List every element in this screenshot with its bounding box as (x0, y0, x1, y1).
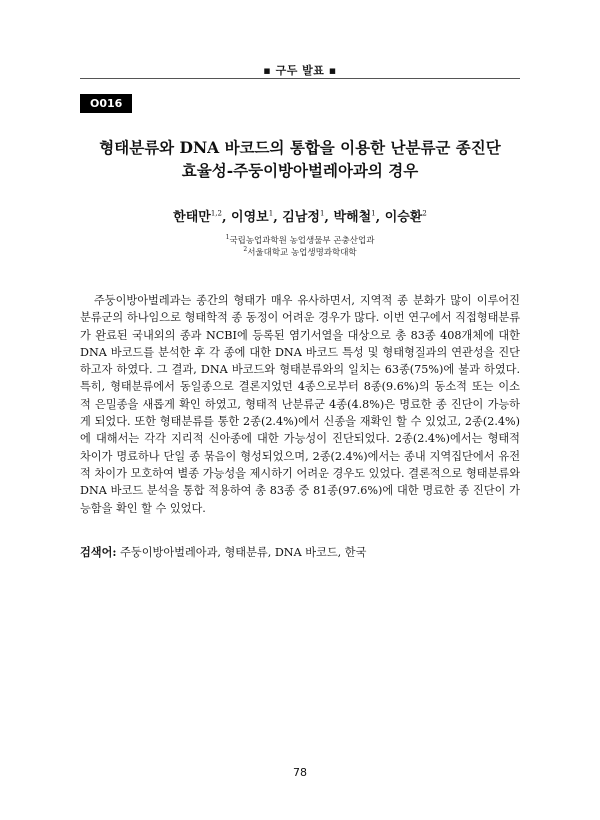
paper-title (70, 136, 530, 182)
title-line-2: 효율성-주둥이방아벌레아과의 경우 (181, 161, 419, 180)
author: 김남정$^1$, (282, 209, 334, 225)
affiliation: $^2$서울대학교 농업생명과학대학 (243, 246, 357, 258)
header-divider (80, 78, 520, 79)
author-list (0, 206, 600, 225)
keywords (80, 544, 520, 560)
keywords-label: 검색어: (80, 545, 117, 559)
page-number: 78 (293, 766, 307, 779)
author: 박해철$^1$, (333, 209, 385, 225)
author: 한태만$^{1,2}$, (173, 209, 232, 225)
abstract (80, 292, 520, 517)
section-header: ▪ 구두 발표 ▪ (263, 64, 337, 77)
presentation-code-badge: O016 (80, 94, 132, 113)
author: 이영보$^1$, (231, 209, 283, 225)
title-line-1: 형태분류와 DNA 바코드의 통합을 이용한 난분류군 종진단 (99, 138, 501, 157)
abstract-text: 주둥이방아벌레과는 종간의 형태가 매우 유사하면서, 지역적 종 분화가 많이 이루어진 분류군의 하나임으로 형태학적 종 동정이 어려운 경우가 많다. 이번 연구에서 직접형태분류가 완료된 국내외의 종과 NCBI에 등록된 염기서열을 대상으로 총 83종 408개체에 대한 DNA 바코드를 분석한 후 각 종에 대한 DNA 바코드 특성 및 형태형질과의 연관성을 진단하고자 하였다. 그 결과, DNA 바코드와 형태분류와의 일치는 63종(75%)에 불과 하였다. 특히, 형태분류에서 동일종으로 결론지었던 4종으로부터 8종(9.6%)의 동소적 또는 이소적 은밀종을 새롭게 확인 하였고, 형태적 난분류군 4종(4.8%)은 명료한 종 진단이 가능하게 되었다. 또한 형태분류를 통한 2종(2.4%)에서 신종을 재확인 할 수 있었고, 2종(2.4%)에 대해서는 각각 지리적 신아종에 대한 가능성이 진단되었다. 2종(2.4%)에서는 형태적 차이가 명료하나 단일 종 묶음이 형성되었으며, 2종(2.4%)에서는 종내 지역집단에서 유전적 차이가 모호하여 별종 가능성을 제시하기 어려운 경우도 있었다. 결론적으로 형태분류와 DNA 바코드 분석을 통합 적용하여 총 83종 중 81종(97.6%)에 대한 명료한 종 진단이 가능함을 확인 할 수 있었다. (80, 294, 520, 515)
affiliation: $^1$국립농업과학원 농업생물부 곤충산업과 (225, 234, 375, 246)
keywords-text: 주둥이방아벌레아과, 형태분류, DNA 바코드, 한국 (116, 546, 367, 559)
author: 이승환$^2$ (384, 209, 427, 225)
